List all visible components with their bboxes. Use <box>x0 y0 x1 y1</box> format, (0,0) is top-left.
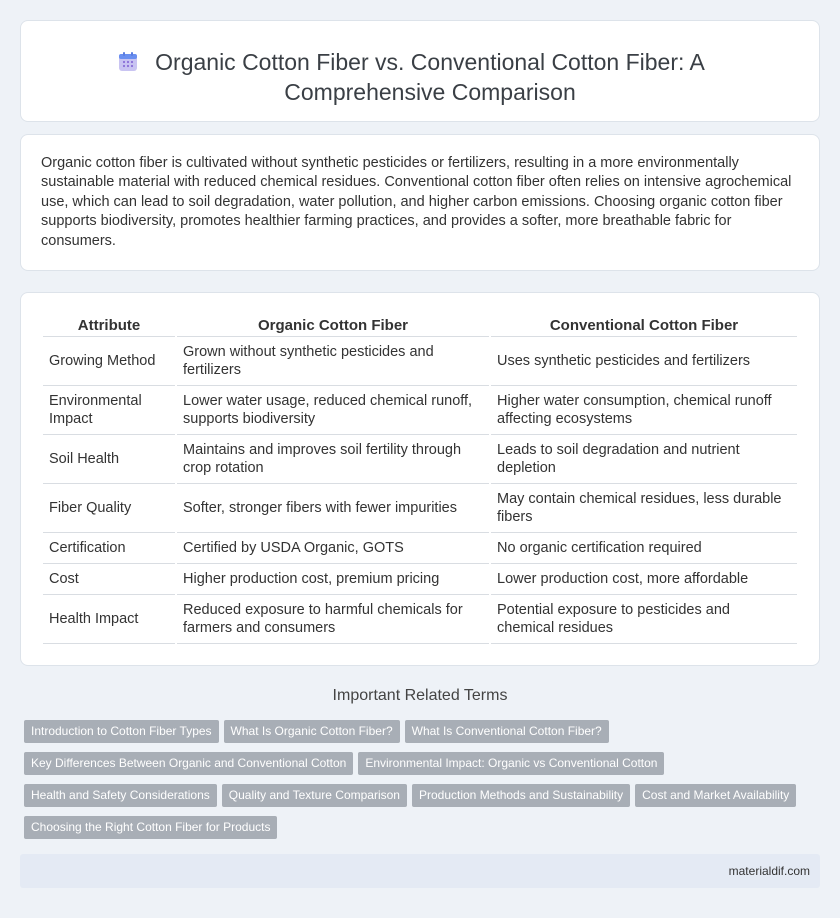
header-attribute: Attribute <box>43 313 175 337</box>
conventional-cell: No organic certification required <box>491 533 797 564</box>
attribute-cell: Cost <box>43 564 175 595</box>
related-term-tag[interactable]: Key Differences Between Organic and Conventional Cotton <box>24 752 353 775</box>
attribute-cell: Fiber Quality <box>43 484 175 533</box>
related-term-tag[interactable]: Quality and Texture Comparison <box>222 784 407 807</box>
related-terms-heading: Important Related Terms <box>332 687 508 704</box>
related-term-tag[interactable]: Production Methods and Sustainability <box>412 784 630 807</box>
conventional-cell: May contain chemical residues, less durable fibers <box>491 484 797 533</box>
attribute-cell: Growing Method <box>43 337 175 386</box>
attribute-cell: Soil Health <box>43 435 175 484</box>
attribute-cell: Environmental Impact <box>43 386 175 435</box>
table-row <box>43 386 797 435</box>
table-row <box>43 533 797 564</box>
organic-cell: Reduced exposure to harmful chemicals for farmers and consumers <box>177 595 489 644</box>
related-term-tag[interactable]: What Is Organic Cotton Fiber? <box>224 720 400 743</box>
conventional-cell: Higher water consumption, chemical runoff affecting ecosystems <box>491 386 797 435</box>
header-organic: Organic Cotton Fiber <box>177 313 489 337</box>
related-term-tag[interactable]: Choosing the Right Cotton Fiber for Products <box>24 816 277 839</box>
title-card <box>20 20 820 122</box>
header-conventional: Conventional Cotton Fiber <box>491 313 797 337</box>
organic-cell: Maintains and improves soil fertility through crop rotation <box>177 435 489 484</box>
related-term-tag[interactable]: Introduction to Cotton Fiber Types <box>24 720 219 743</box>
organic-cell: Softer, stronger fibers with fewer impurities <box>177 484 489 533</box>
table-row <box>43 484 797 533</box>
attribute-cell: Health Impact <box>43 595 175 644</box>
table-row <box>43 435 797 484</box>
intro-paragraph: Organic cotton fiber is cultivated without synthetic pesticides or fertilizers, resulting in a more environmentally sustainable material with reduced chemical residues. Conventional cotton fiber often relies on intensive agrochemical use, which can lead to soil degradation, water pollution, and higher carbon emissions. Choosing organic cotton fiber supports biodiversity, promotes healthier farming practices, and provides a softer, more breathable fabric for consumers. <box>41 155 792 249</box>
organic-cell: Lower water usage, reduced chemical runoff, supports biodiversity <box>177 386 489 435</box>
intro-card <box>20 134 820 271</box>
conventional-cell: Potential exposure to pesticides and chemical residues <box>491 595 797 644</box>
related-term-tag[interactable]: Health and Safety Considerations <box>24 784 217 807</box>
footer-site-link[interactable]: materialdif.com <box>728 864 810 878</box>
table-row <box>43 564 797 595</box>
organic-cell: Certified by USDA Organic, GOTS <box>177 533 489 564</box>
table-row <box>43 595 797 644</box>
related-term-tag[interactable]: What Is Conventional Cotton Fiber? <box>405 720 609 743</box>
comparison-table <box>41 313 799 644</box>
organic-cell: Grown without synthetic pesticides and fertilizers <box>177 337 489 386</box>
related-term-tag[interactable]: Cost and Market Availability <box>635 784 796 807</box>
attribute-cell: Certification <box>43 533 175 564</box>
conventional-cell: Lower production cost, more affordable <box>491 564 797 595</box>
related-terms-list <box>24 720 824 848</box>
conventional-cell: Uses synthetic pesticides and fertilizers <box>491 337 797 386</box>
table-header-row <box>43 313 797 337</box>
table-row <box>43 337 797 386</box>
conventional-cell: Leads to soil degradation and nutrient depletion <box>491 435 797 484</box>
comparison-card <box>20 292 820 666</box>
related-term-tag[interactable]: Environmental Impact: Organic vs Conventional Cotton <box>358 752 664 775</box>
footer <box>20 854 820 888</box>
page-title: Organic Cotton Fiber vs. Conventional Cotton Fiber: A Comprehensive Comparison <box>155 49 705 105</box>
organic-cell: Higher production cost, premium pricing <box>177 564 489 595</box>
